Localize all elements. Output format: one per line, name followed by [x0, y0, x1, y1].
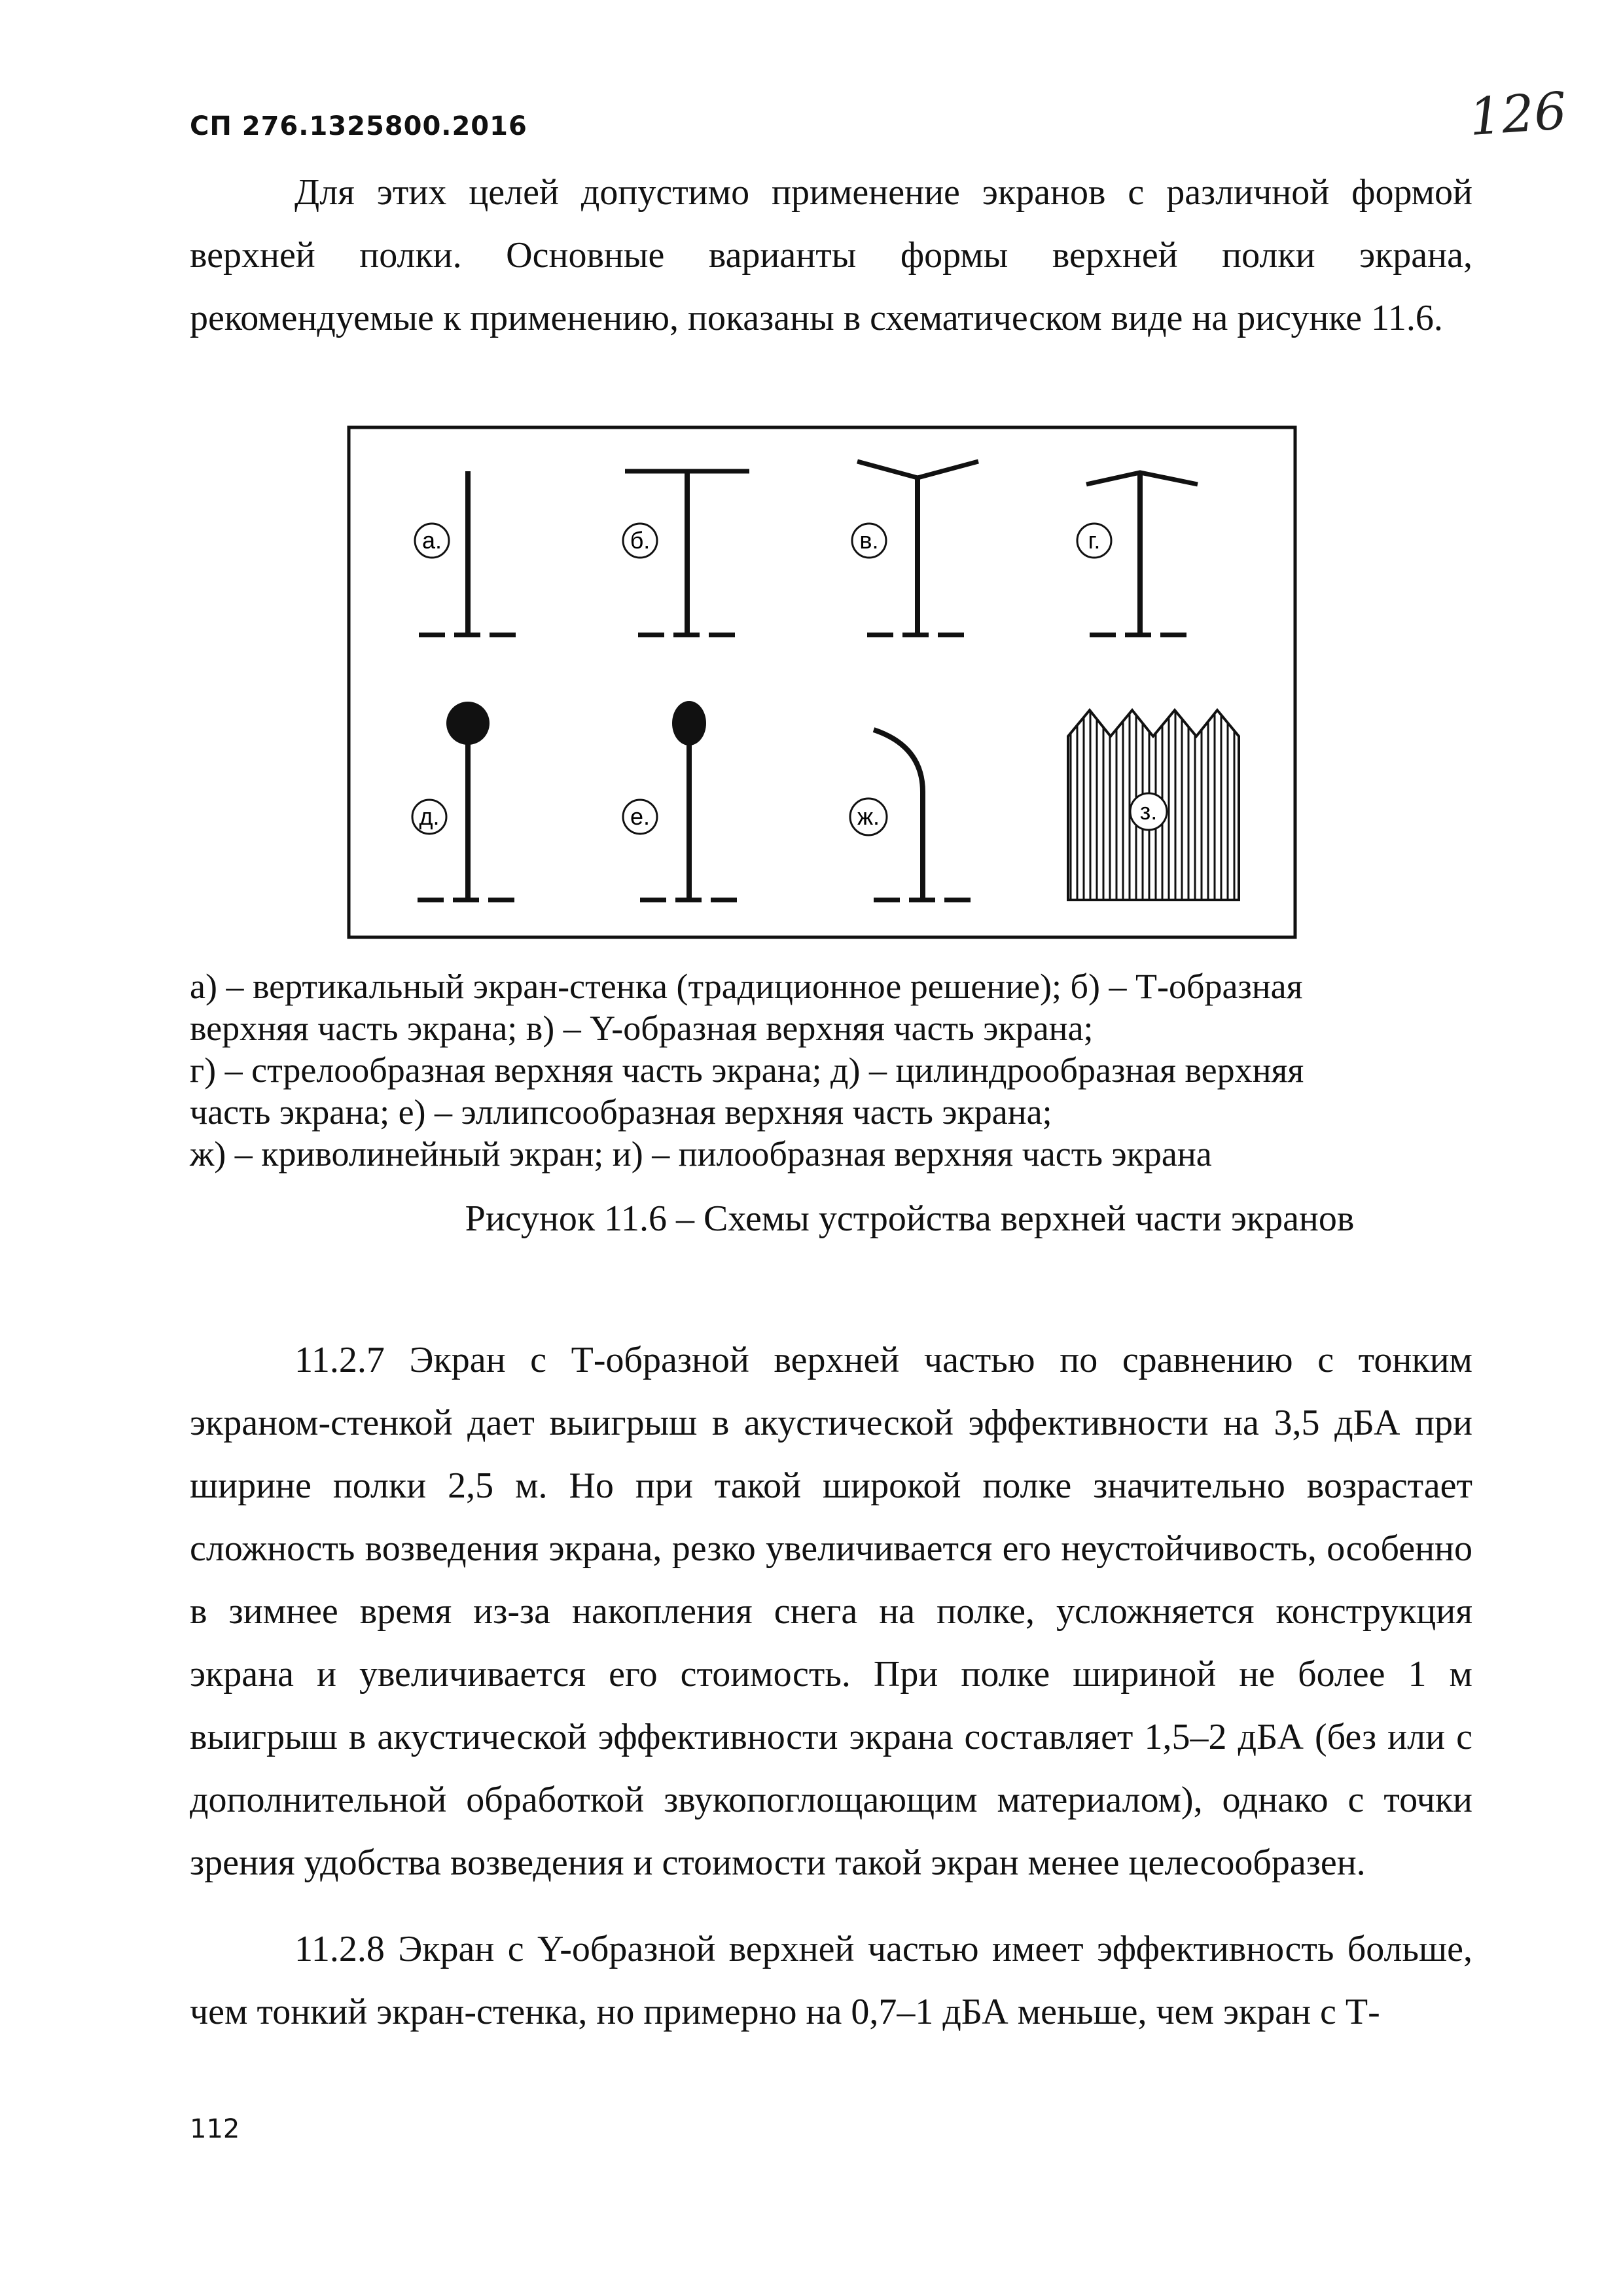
scheme-z — [1068, 700, 1239, 900]
label-zh: ж. — [857, 803, 880, 830]
document-code: СП 276.1325800.2016 — [190, 111, 527, 141]
label-v: в. — [859, 527, 879, 554]
label-e: е. — [630, 803, 651, 830]
scheme-b — [623, 471, 749, 635]
scheme-d — [412, 702, 519, 900]
caption-line: часть экрана; е) – эллипсообразная верхняя часть экрана; — [190, 1092, 1052, 1132]
figure-frame — [349, 427, 1295, 937]
label-b: б. — [630, 527, 651, 554]
figure-screen-schemes — [347, 425, 1297, 939]
handwritten-page-number: 126 — [1467, 81, 1569, 148]
figure-title: Рисунок 11.6 – Схемы устройства верхней части экранов — [465, 1198, 1355, 1239]
caption-line: г) – стрелообразная верхняя часть экрана; д) – цилиндрообразная верхняя — [190, 1050, 1304, 1090]
label-z: з. — [1139, 798, 1158, 825]
scheme-zh — [850, 730, 975, 900]
figure-caption — [190, 965, 1472, 1175]
label-d: д. — [419, 803, 440, 830]
page-number: 112 — [190, 2114, 240, 2144]
intro-paragraph: Для этих целей допустимо применение экранов с различной формой верхней полки. Основные варианты формы верхней полки экрана, рекомендуемые к применению, показаны в схематическом виде на рисунке 11.6. — [190, 172, 1472, 338]
label-g: г. — [1088, 527, 1101, 554]
scheme-v — [852, 461, 978, 635]
scheme-a — [415, 471, 520, 635]
scheme-e — [623, 701, 741, 900]
label-a: а. — [421, 527, 442, 554]
paragraph-11-2-7: 11.2.7 Экран с Т-образной верхней частью по сравнению с тонким экраном-стенкой дает выигрыш в акустической эффективности на 3,5 дБА при ширине полки 2,5 м. Но при такой широкой полке значительно возрастает сложность возведения экрана, резко увеличивается его неустойчивость, особенно в зимнее время из-за накопления снега на полке, усложняется конструкция экрана и увеличивается его стоимость. При полке шириной не более 1 м выигрыш в акустической эффективности экрана составляет 1,5–2 дБА (без или с дополнительной обработкой звукопоглощающим материалом), однако с точки зрения удобства возведения и стоимости такой экран менее целесообразен. — [190, 1340, 1472, 1883]
caption-line: ж) – криволинейный экран; и) – пилообразная верхняя часть экрана — [190, 1134, 1212, 1174]
scheme-g — [1077, 473, 1198, 635]
paragraph-11-2-8: 11.2.8 Экран с Y-образной верхней частью имеет эффективность больше, чем тонкий экран-стенка, но примерно на 0,7–1 дБА меньше, чем экран с Т- — [190, 1929, 1472, 2032]
caption-line: а) – вертикальный экран-стенка (традиционное решение); б) – Т-образная — [190, 967, 1303, 1006]
caption-line: верхняя часть экрана; в) – Y-образная верхняя часть экрана; — [190, 1009, 1094, 1048]
